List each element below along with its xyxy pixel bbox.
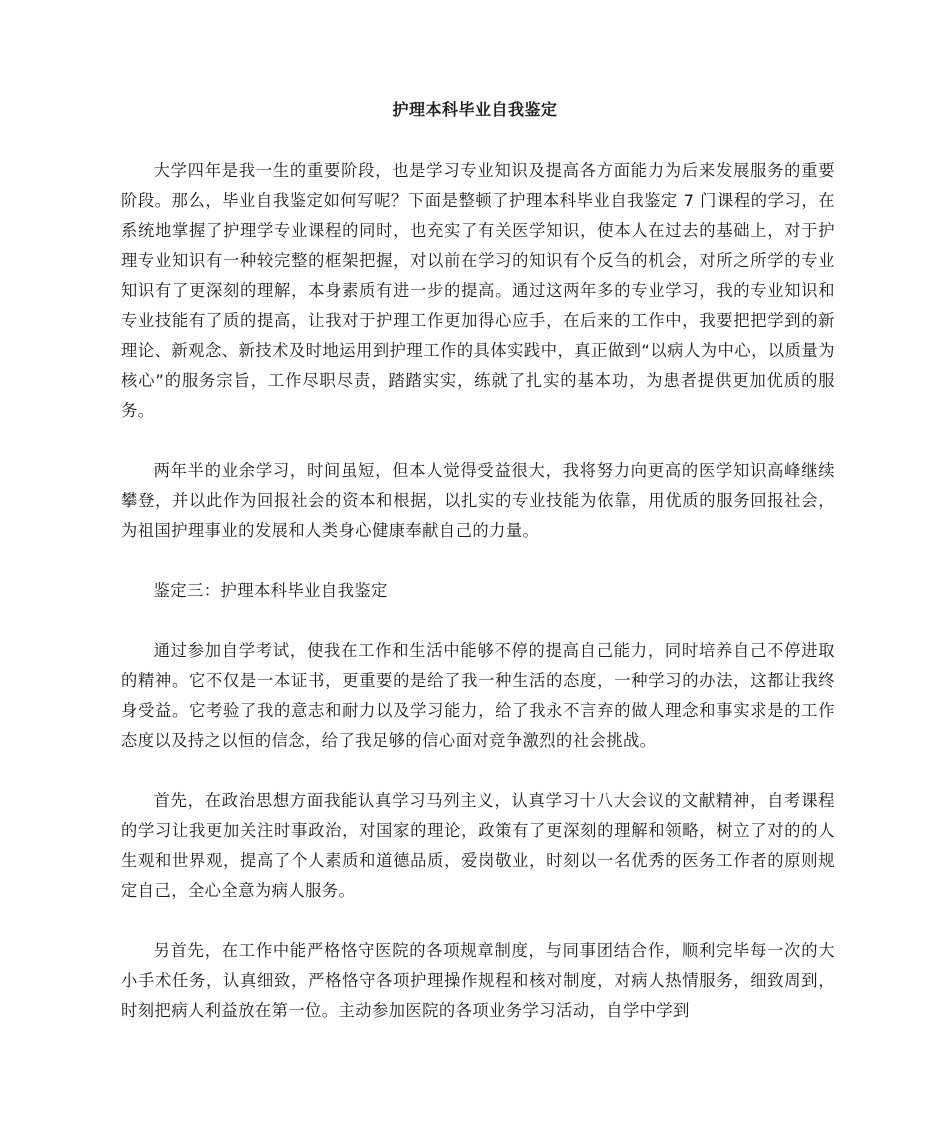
paragraph-work: 另首先，在工作中能严格恪守医院的各项规章制度，与同事团结合作，顺利完毕每一次的大小手术任务，认真细致，严格恪守各项护理操作规程和核对制度，对病人热情服务，细致周到，时刻把病人利益放在第一位。主动参加医院的各项业务学习活动，自学中学到 bbox=[121, 941, 835, 1020]
document-body bbox=[121, 156, 835, 1056]
section-heading: 鉴定三：护理本科毕业自我鉴定 bbox=[153, 581, 388, 600]
paragraph-study: 两年半的业余学习，时间虽短，但本人觉得受益很大，我将努力向更高的医学知识高峰继续攀登，并以此作为回报社会的资本和根据，以扎实的专业技能为依靠，用优质的服务回报社会，为祖国护理事业的发展和人类身心健康奉献自己的力量。 bbox=[121, 461, 835, 540]
document-title: 护理本科毕业自我鉴定 bbox=[392, 100, 558, 119]
paragraph-politics: 首先，在政治思想方面我能认真学习马列主义，认真学习十八大会议的文献精神，自考课程的学习让我更加关注时事政治，对国家的理论，政策有了更深刻的理解和领略，树立了对的的人生观和世界观，提高了个人素质和道德品质，爱岗敬业，时刻以一名优秀的医务工作者的原则规定自己，全心全意为病人服务。 bbox=[121, 791, 835, 900]
paragraph-exam: 通过参加自学考试，使我在工作和生活中能够不停的提高自己能力，同时培养自己不停进取的精神。它不仅是一本证书，更重要的是给了我一种生活的态度，一种学习的办法，这都让我终身受益。它考验了我的意志和耐力以及学习能力，给了我永不言弃的做人理念和事实求是的工作态度以及持之以恒的信念，给了我足够的信心面对竞争激烈的社会挑战。 bbox=[121, 641, 835, 750]
paragraph-intro: 大学四年是我一生的重要阶段，也是学习专业知识及提高各方面能力为后来发展服务的重要阶段。那么，毕业自我鉴定如何写呢？下面是整顿了护理本科毕业自我鉴定 7 门课程的学习，在系统地掌握了护理学专业课程的同时，也充实了有关医学知识，使本人在过去的基础上，对于护理专业知识有一种较完整的框架把握，对以前在学习的知识有个反刍的机会，对所之所学的专业知识有了更深刻的理解，本身素质有进一步的提高。通过这两年多的专业学习，我的专业知识和专业技能有了质的提高，让我对于护理工作更加得心应手，在后来的工作中，我要把把学到的新理论、新观念、新技术及时地运用到护理工作的具体实践中，真正做到“以病人为中心，以质量为核心”的服务宗旨，工作尽职尽责，踏踏实实，练就了扎实的基本功，为患者提供更加优质的服务。 bbox=[121, 161, 835, 420]
